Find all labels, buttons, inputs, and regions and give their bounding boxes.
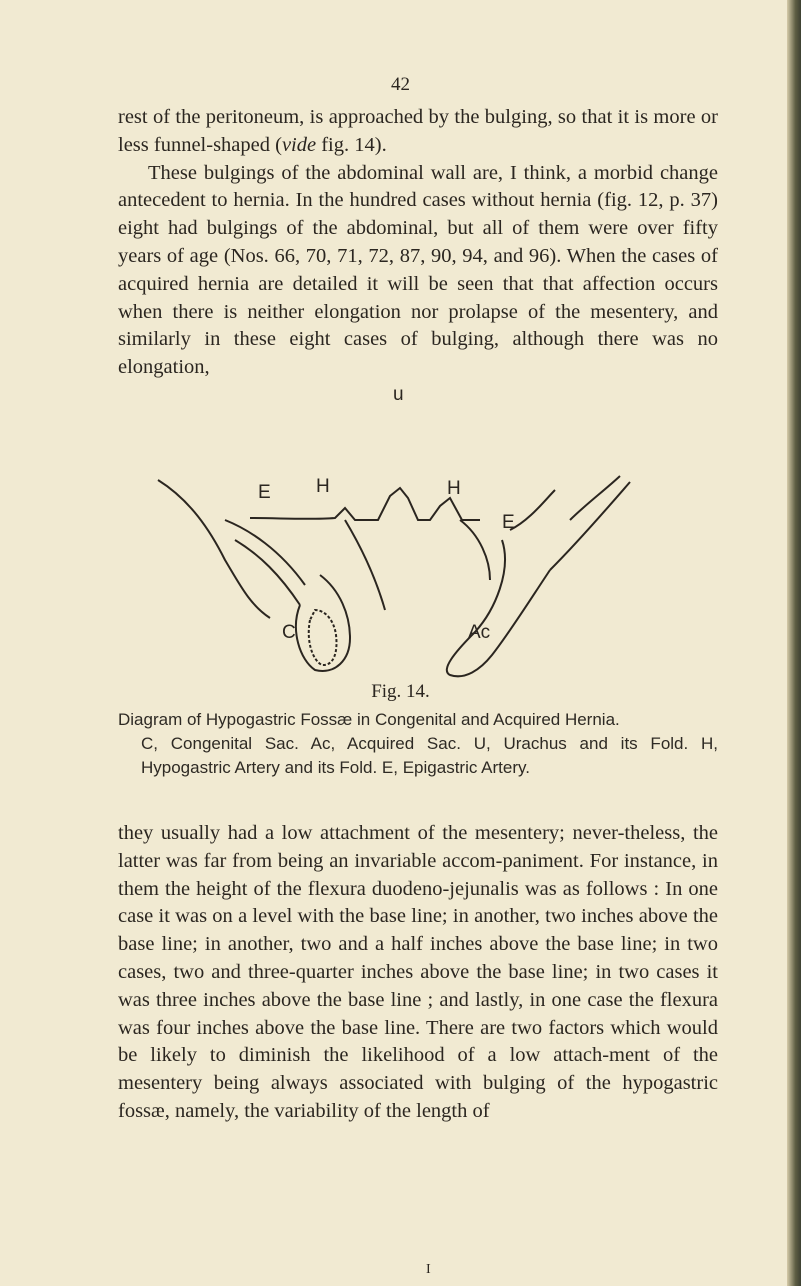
hypogastric-fossae-diagram [150, 370, 670, 680]
right-outer-wall [510, 490, 555, 530]
figure-caption [118, 708, 718, 780]
acquired-sac [447, 540, 550, 676]
congenital-sac [296, 575, 350, 671]
page-edge-shadow [787, 0, 801, 1286]
peritoneal-fold [250, 488, 480, 520]
label-c: C [282, 622, 296, 643]
label-ac: Ac [468, 622, 491, 643]
left-outer-wall [158, 480, 270, 618]
label-e-right: E [502, 512, 515, 533]
paragraph-top-intro: rest of the peritoneum, is approached by the bulging, so that it is more or less funnel-shaped (vide fig. 14). [118, 106, 718, 156]
footer-mark: I [426, 1262, 431, 1277]
caption-line-1: Diagram of Hypogastric Fossæ in Congenital and Acquired Hernia. [118, 710, 620, 729]
caption-line-2: C, Congenital Sac. Ac, Acquired Sac. U, Urachus and its Fold. H, Hypogastric Artery and its Fold. E, Epigastric Artery. [141, 734, 718, 777]
label-h-left: H [316, 476, 330, 497]
page-number: 42 [391, 74, 410, 95]
paragraph-bottom: they usually had a low attachment of the mesentery; never-theless, the latter was far from being an invariable accom-paniment. For instance, in them the height of the flexura duodeno-jejunalis was as follows : In one case it was on a level with the base line; in another, two inches above the base line; in another, two and a half inches above the base line; in two cases, two and three-quarter inches above the base line; in two cases it was three inches above the base line ; and lastly, in one case the flexura was four inches above the base line. There are two factors which would be likely to diminish the likelihood of a low attach-ment of the mesentery being always associated with bulging of the hypogastric fossæ, namely, the variability of the length of [118, 822, 718, 1122]
paragraph-top-body: These bulgings of the abdominal wall are, I think, a morbid change antecedent to hernia. In the hundred cases without hernia (fig. 12, p. 37) eight had bulgings of the abdominal, but all of them were over fifty years of age (Nos. 66, 70, 71, 72, 87, 90, 94, and 96). When the cases of acquired hernia are detailed it will be seen that that affection occurs when there is neither elongation nor prolapse of the mesentery, and similarly in these eight cases of bulging, although there was no elongation, [118, 161, 718, 379]
vide-italic: vide [281, 133, 317, 156]
paragraph-top [118, 104, 718, 382]
figure-number: Fig. 14. [371, 681, 430, 702]
label-e-left: E [258, 482, 271, 503]
label-h-right: H [447, 478, 461, 499]
label-u: u [393, 384, 404, 405]
